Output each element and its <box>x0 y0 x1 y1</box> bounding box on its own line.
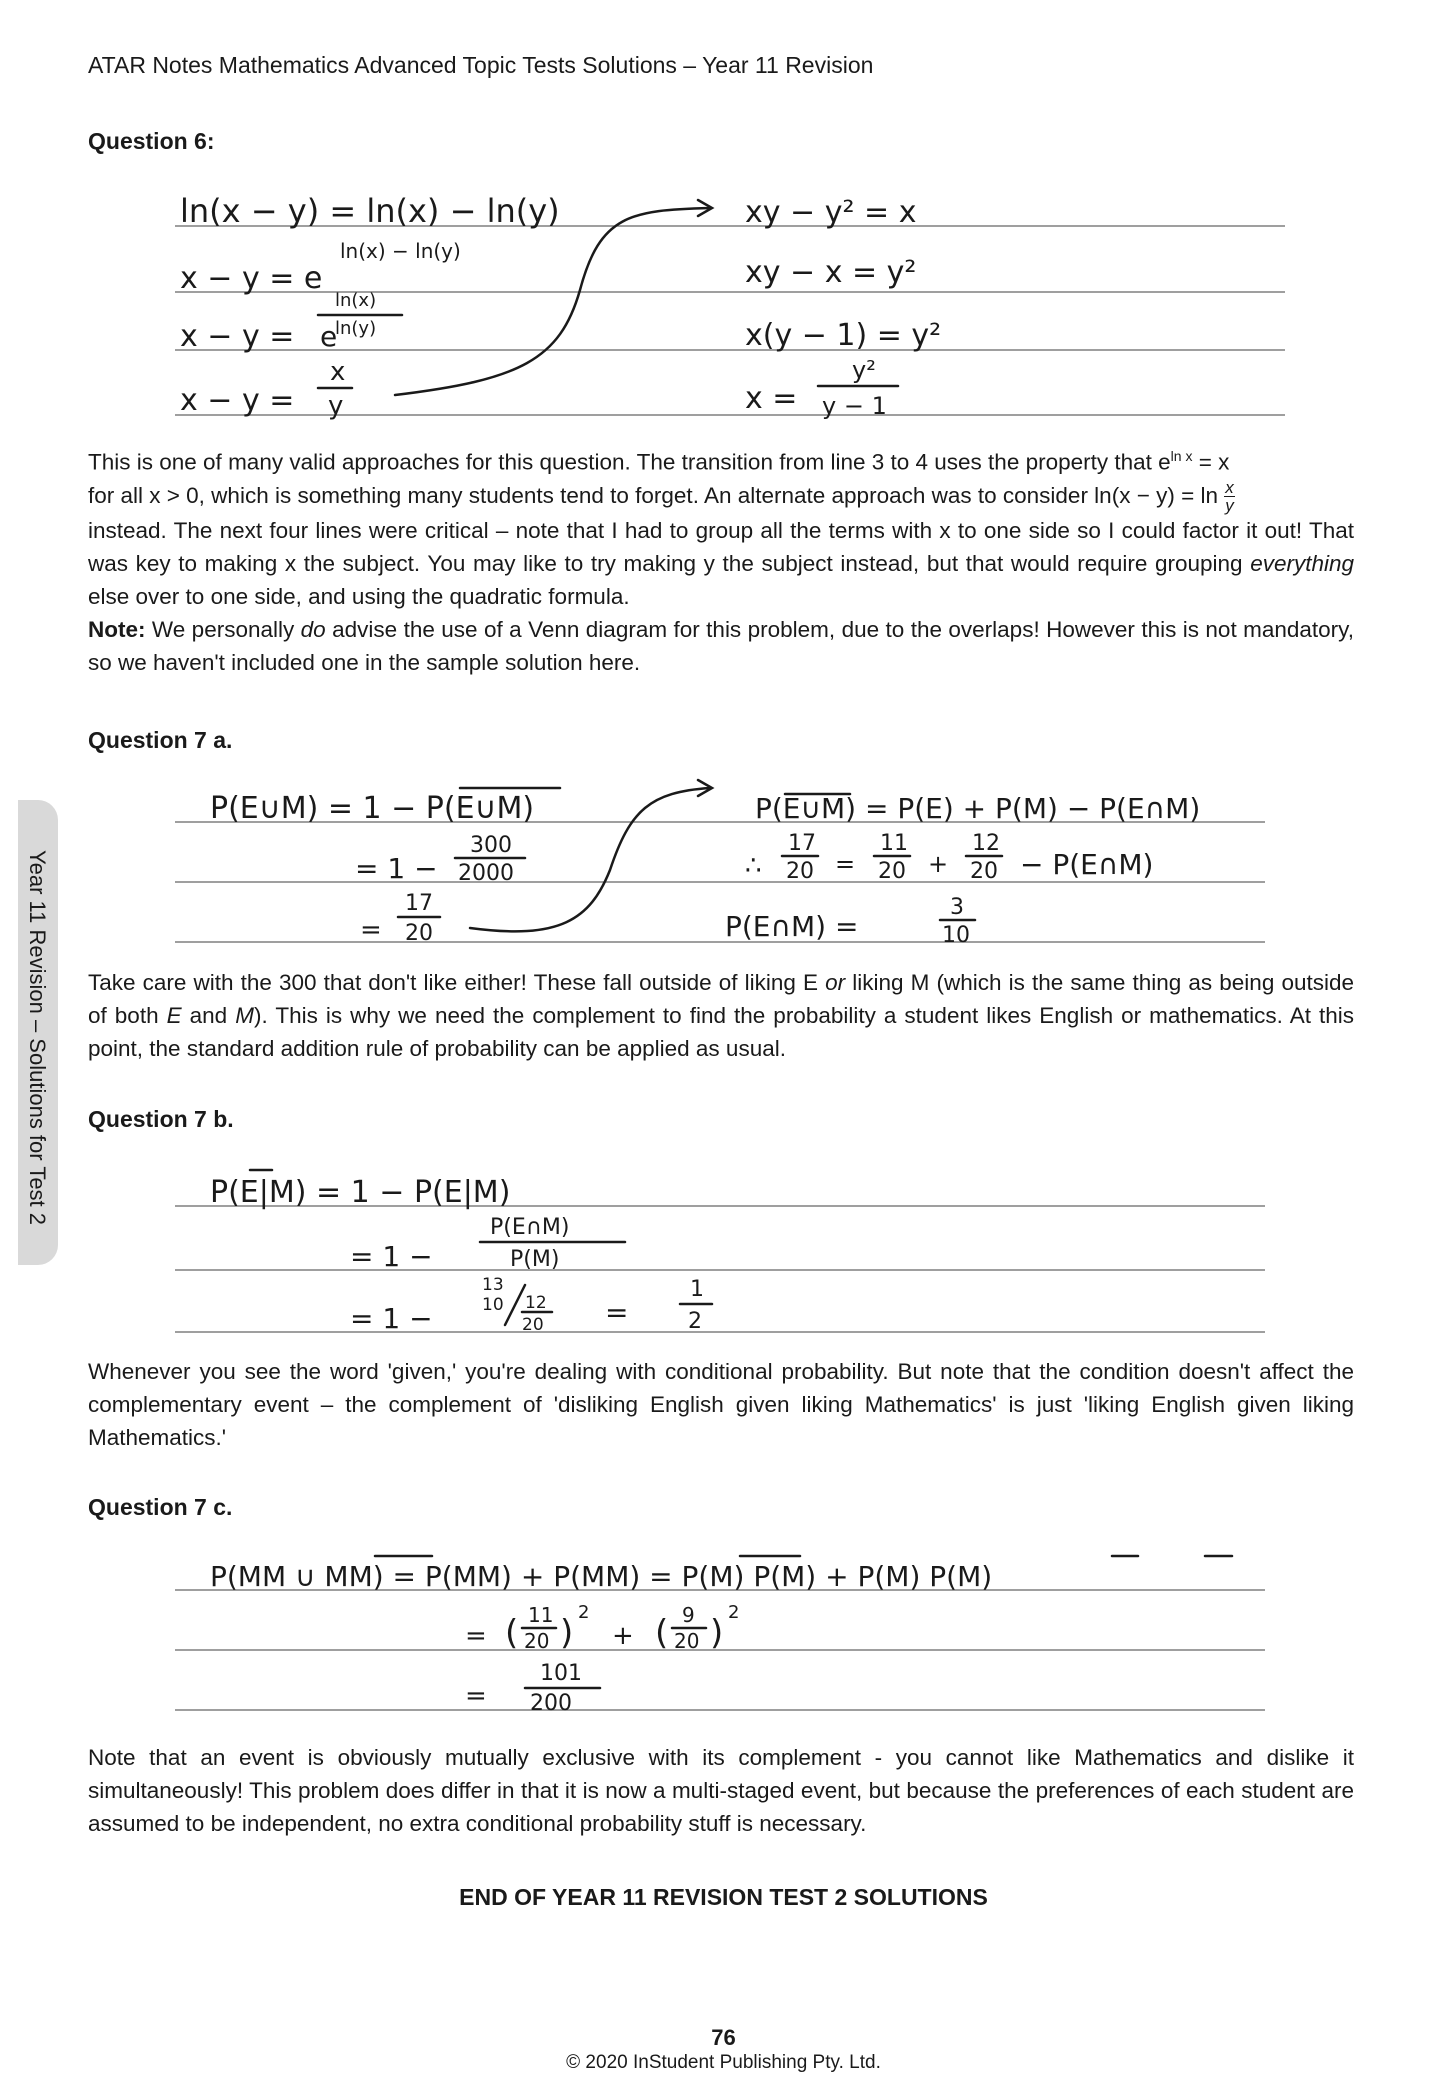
q7b-f2a: 13 <box>482 1275 504 1295</box>
q6-right-2: xy − x = y² <box>745 255 917 290</box>
q6-arrow <box>395 208 710 395</box>
q7c-a-d: 20 <box>524 1629 550 1653</box>
svg-text:(: ( <box>655 1613 669 1653</box>
q7a-right-3: P(E∩M) = <box>725 910 859 943</box>
q7a-f1n: 300 <box>470 833 512 858</box>
q7b-working <box>0 1150 1447 1340</box>
q7a-r2c-n: 12 <box>972 831 1000 856</box>
page-header: ATAR Notes Mathematics Advanced Topic Tests Solutions – Year 11 Revision <box>88 52 874 78</box>
q7b-f2c: 12 <box>525 1293 547 1313</box>
q6-frac-den: ln(y) <box>335 318 377 339</box>
q7c-explanation: Note that an event is obviously mutually exclusive with its complement - you cannot like Mathematics and dislike it simultaneously! This problem does differ in that it is now a multi-staged event, but because the preferences of each student are assumed to be independent, no extra conditional probability stuff is necessary. <box>88 1745 1354 1836</box>
svg-text:(: ( <box>505 1613 519 1653</box>
q7c-line-1: P(MM ∪ MM) = P(MM) + P(MM) = P(M) P(M) + P(M) P(M) <box>210 1560 993 1593</box>
q7c-line2-eq: = <box>465 1621 487 1651</box>
q7a-left-1: P(E∪M) = 1 − P(E∪M) <box>210 791 535 826</box>
q6-explanation: This is one of many valid approaches for this question. The transition from line 3 to 4 uses the property that $e^{ln x} = x$ for all x > 0, which is something many students tend to forget. An alternate approach was to consider ln(x − y) = ln $\frac{x}{y}$ instead. The next four lines were critical – note that I had to group all the terms with x to one side so I could factor it out! That was key to making x the subject. You may like to try making y the subject instead, but that would require grouping everything else over to one side, and using the quadratic formula. Note: We personally do advise the use of a Venn diagram for this problem, due to the overlaps! However this is not mandatory, so we haven't included one in the sample solution here. <box>88 448 1354 676</box>
q6-exp1: ln(x) − ln(y) <box>340 239 461 263</box>
q6-xy-den: y <box>328 391 344 421</box>
q7a-f1d: 2000 <box>458 861 514 886</box>
q6-left-3: x − y = <box>180 319 295 354</box>
q7b-line-3: = 1 − <box>350 1302 433 1335</box>
q7c-c-n: 101 <box>540 1661 582 1686</box>
q7a-f2n: 17 <box>405 891 433 916</box>
q7a-r2-eq: = <box>835 850 856 878</box>
q7b-eq: = <box>605 1296 629 1329</box>
q7c-working <box>0 1540 1447 1715</box>
q7c-heading: Question 7 c. <box>88 1494 233 1520</box>
q7c-b-d: 20 <box>674 1629 700 1653</box>
q6-frac-num: ln(x) <box>335 290 377 311</box>
q7c-c-d: 200 <box>530 1691 572 1715</box>
q7c-line3-eq: = <box>465 1681 487 1711</box>
q6-heading: Question 6: <box>88 128 215 154</box>
q7b-heading: Question 7 b. <box>88 1106 234 1132</box>
q7b-f2b: 10 <box>482 1295 504 1315</box>
q7a-explanation: Take care with the 300 that don't like either! These fall outside of liking E or liking M (which is the same thing as being outside of both E and M). This is why we need the complement to find the probability a student likes English or mathematics. At this point, the standard addition rule of probability can be applied as usual. <box>88 970 1354 1061</box>
copyright: © 2020 InStudent Publishing Pty. Ltd. <box>566 2052 881 2073</box>
q7a-therefore: ∴ <box>745 851 762 881</box>
svg-text:): ) <box>560 1613 574 1653</box>
page-number: 76 <box>711 2025 736 2050</box>
q6-right-frac-num: y² <box>852 356 876 384</box>
q7a-r3-d: 10 <box>942 923 970 948</box>
q7c-b-n: 9 <box>682 1603 695 1627</box>
q7b-f3n: 1 <box>690 1277 704 1302</box>
q6-working <box>0 170 1447 430</box>
q7a-r2a-n: 17 <box>788 831 816 856</box>
q7c-line2-plus: + <box>612 1621 634 1651</box>
q7a-r2-plus: + <box>928 850 949 878</box>
q7c-a-n: 11 <box>528 1603 554 1627</box>
q7b-f3d: 2 <box>688 1309 702 1334</box>
q6-right-frac-den: y − 1 <box>822 392 887 420</box>
q7b-explanation: Whenever you see the word 'given,' you're dealing with conditional probability. But note that the condition doesn't affect the complementary event – the complement of 'disliking English given liking Mathematics' is just 'liking English given liking Mathematics.' <box>88 1359 1354 1450</box>
q6-right-1: xy − y² = x <box>745 195 917 230</box>
q7a-f2d: 20 <box>405 921 433 946</box>
q7a-left-2: = 1 − <box>355 852 438 885</box>
q7a-r2b-n: 11 <box>880 831 908 856</box>
q7b-line-2: = 1 − <box>350 1240 433 1273</box>
q7b-line-1: P(E|M) = 1 − P(E|M) <box>210 1175 511 1210</box>
q7a-r2a-d: 20 <box>786 859 814 884</box>
q6-xy-num: x <box>330 357 346 387</box>
q6-left-4: x − y = <box>180 383 295 418</box>
q7a-r2b-d: 20 <box>878 859 906 884</box>
q7b-f2d: 20 <box>522 1315 544 1335</box>
q6-right-4: x = <box>745 381 798 416</box>
q7b-f1d: P(M) <box>510 1247 560 1272</box>
q7a-left-3: = <box>360 915 382 945</box>
q7a-right-1: P(E∪M) = P(E) + P(M) − P(E∩M) <box>755 792 1201 825</box>
q6-e: e <box>320 320 338 353</box>
q7b-f1n: P(E∩M) <box>490 1215 570 1240</box>
q7a-r2-minus: − P(E∩M) <box>1020 848 1154 881</box>
q6-left-2: x − y = e <box>180 261 323 296</box>
q7c-sq-1: 2 <box>578 1602 590 1623</box>
q7c-sq-2: 2 <box>728 1602 740 1623</box>
q7a-working <box>0 770 1447 950</box>
q6-right-3: x(y − 1) = y² <box>745 318 942 353</box>
q7a-heading: Question 7 a. <box>88 727 233 753</box>
q6-left-1: ln(x − y) = ln(x) − ln(y) <box>180 192 560 230</box>
end-of-solutions: END OF YEAR 11 REVISION TEST 2 SOLUTIONS <box>459 1884 988 1910</box>
q7a-r3-n: 3 <box>950 895 964 920</box>
svg-text:): ) <box>710 1613 724 1653</box>
side-tab-label: Year 11 Revision – Solutions for Test 2 <box>25 849 50 1226</box>
q7a-r2c-d: 20 <box>970 859 998 884</box>
